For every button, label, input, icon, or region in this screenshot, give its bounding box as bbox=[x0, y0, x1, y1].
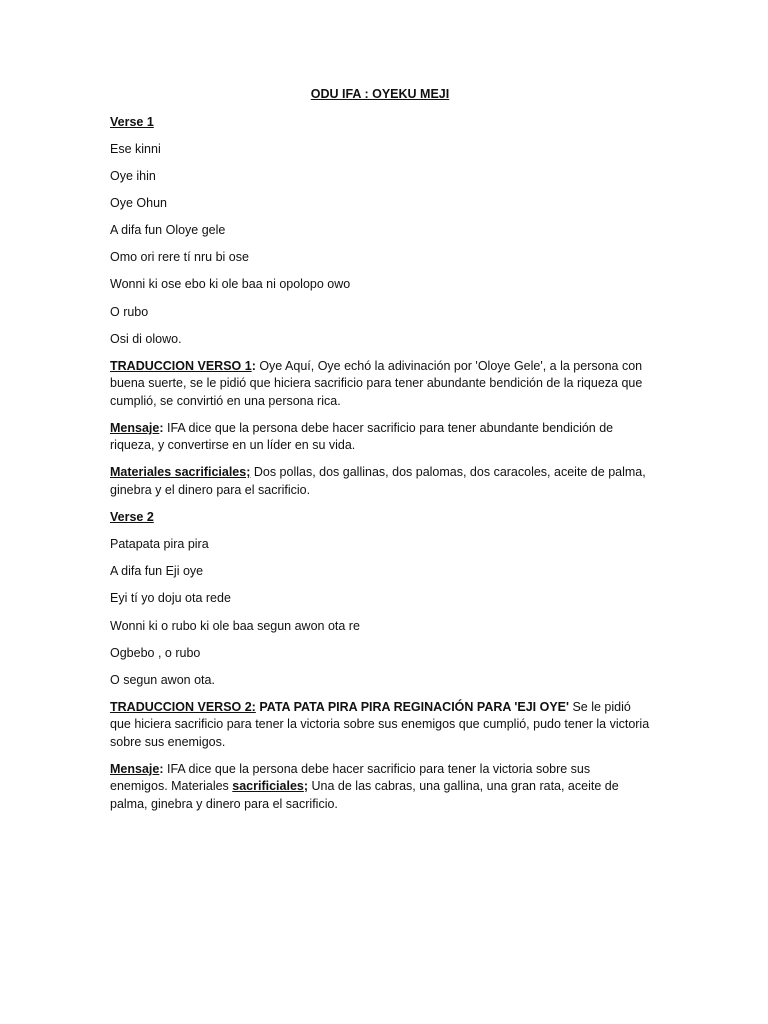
materials-word: sacrificiales bbox=[232, 779, 304, 794]
translation-text: Oye Aquí, Oye echó la adivinación por 'Oloye Gele', a la persona con buena suerte, se le pidió que hiciera sacrificio para tener abundante bendición de la riqueza que cumplió, se convirtió en una persona rica. bbox=[110, 358, 643, 408]
verse-2-translation bbox=[110, 699, 650, 752]
verse-line: Ogbebo , o rubo bbox=[110, 645, 201, 660]
translation-text: Se le pidió que hiciera sacrificio para tener la victoria sobre sus enemigos que cumplió, pudo tener la victoria sobre sus enemigos. bbox=[110, 699, 650, 749]
verse-line: A difa fun Eji oye bbox=[110, 564, 204, 579]
verse-line: A difa fun Oloye gele bbox=[110, 223, 226, 238]
verse-line: O segun awon ota. bbox=[110, 672, 215, 687]
verse-line: Wonni ki o rubo ki ole baa segun awon ota re bbox=[110, 618, 360, 633]
verse-line: Eyi tí yo doju ota rede bbox=[110, 591, 231, 606]
verse-2-heading: Verse 2 bbox=[110, 509, 154, 524]
materials-semicolon: ; bbox=[303, 779, 309, 794]
message-colon: : bbox=[159, 761, 164, 776]
document-title: ODU IFA : OYEKU MEJI bbox=[310, 87, 450, 101]
verse-2-message bbox=[110, 761, 650, 814]
message-text: IFA dice que la persona debe hacer sacrificio para tener abundante bendición de riqueza, y convertirse en un líder en su vida. bbox=[110, 420, 614, 453]
message-label: Mensaje bbox=[110, 420, 160, 435]
message-text: IFA dice que la persona debe hacer sacrificio para tener la victoria sobre sus enemigos. Materiales bbox=[110, 761, 591, 794]
message-colon: : bbox=[159, 420, 164, 435]
translation-bold-text: PATA PATA PIRA PIRA REGINACIÓN PARA 'EJI OYE' bbox=[255, 699, 569, 714]
verse-1-message bbox=[110, 420, 650, 455]
materials-text: Dos pollas, dos gallinas, dos palomas, dos caracoles, aceite de palma, ginebra y el dinero para el sacrificio. bbox=[110, 465, 646, 497]
verse-line: Ese kinni bbox=[110, 142, 161, 156]
translation-colon: : bbox=[251, 358, 256, 373]
verse-line: O rubo bbox=[110, 304, 149, 319]
verse-line: Wonni ki ose ebo ki ole baa ni opolopo owo bbox=[110, 277, 351, 292]
materials-label: Materiales sacrificiales; bbox=[110, 465, 251, 480]
document-body bbox=[110, 86, 650, 823]
verse-1-materials bbox=[110, 464, 650, 499]
message-label: Mensaje bbox=[110, 761, 160, 776]
verse-line: Oye Ohun bbox=[110, 196, 167, 211]
verse-1-translation bbox=[110, 358, 650, 411]
verse-line: Osi di olowo. bbox=[110, 331, 182, 346]
verse-line: Patapata pira pira bbox=[110, 537, 209, 552]
verse-line: Oye ihin bbox=[110, 169, 156, 184]
translation-label: TRADUCCION VERSO 2: bbox=[110, 699, 256, 714]
verse-line: Omo ori rere tí nru bi ose bbox=[110, 250, 249, 265]
translation-label: TRADUCCION VERSO 1 bbox=[110, 358, 252, 373]
materials-text: Una de las cabras, una gallina, una gran rata, aceite de palma, ginebra y dinero para el sacrificio. bbox=[110, 779, 619, 811]
verse-1-heading: Verse 1 bbox=[110, 114, 154, 129]
